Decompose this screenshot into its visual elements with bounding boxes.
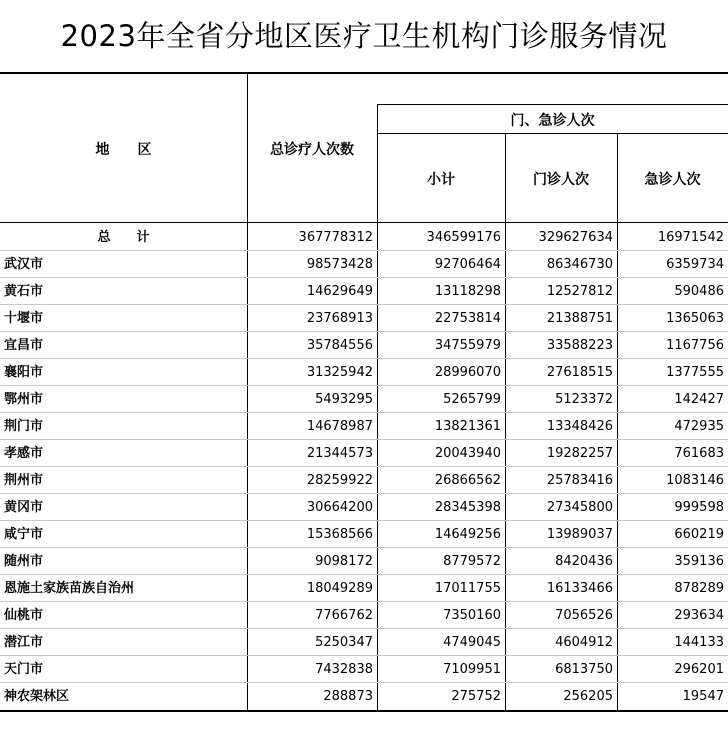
region-name-cell: 鄂州市 bbox=[4, 392, 44, 407]
total-visits-cell: 14629649 bbox=[306, 284, 373, 299]
region-name-cell: 黄冈市 bbox=[4, 500, 44, 515]
emergency-cell: 6359734 bbox=[666, 257, 724, 272]
subtotal-cell: 5265799 bbox=[443, 392, 501, 407]
region-name-cell: 咸宁市 bbox=[4, 527, 44, 542]
outpatient-cell: 13989037 bbox=[546, 527, 613, 542]
subtotal-cell: 28996070 bbox=[434, 365, 501, 380]
total-visits-cell: 367778312 bbox=[298, 230, 373, 245]
total-visits-cell: 14678987 bbox=[306, 419, 373, 434]
subtotal-cell: 34755979 bbox=[434, 338, 501, 353]
emergency-cell: 590486 bbox=[674, 284, 724, 299]
table-top-border bbox=[0, 72, 728, 74]
region-name-cell: 神农架林区 bbox=[4, 689, 70, 704]
emergency-cell: 660219 bbox=[674, 527, 724, 542]
outpatient-cell: 12527812 bbox=[546, 284, 613, 299]
total-visits-cell: 31325942 bbox=[306, 365, 373, 380]
region-name-cell: 武汉市 bbox=[4, 257, 44, 272]
subtotal-cell: 17011755 bbox=[434, 581, 501, 596]
outpatient-cell: 4604912 bbox=[555, 635, 613, 650]
table-bottom-border bbox=[0, 710, 728, 712]
emergency-cell: 1365063 bbox=[666, 311, 724, 326]
region-name-cell: 荆门市 bbox=[4, 419, 44, 434]
emergency-cell: 359136 bbox=[674, 554, 724, 569]
region-name-cell: 天门市 bbox=[4, 662, 44, 677]
header-total-visits: 总诊疗人次数 bbox=[270, 142, 354, 158]
subtotal-cell: 346599176 bbox=[426, 230, 501, 245]
emergency-cell: 19547 bbox=[682, 689, 724, 704]
emergency-cell: 1083146 bbox=[666, 473, 724, 488]
header-subtotal: 小计 bbox=[427, 172, 455, 188]
outpatient-cell: 256205 bbox=[563, 689, 613, 704]
subtotal-cell: 20043940 bbox=[434, 446, 501, 461]
emergency-cell: 761683 bbox=[674, 446, 724, 461]
subtotal-cell: 7350160 bbox=[443, 608, 501, 623]
subtotal-cell: 13821361 bbox=[434, 419, 501, 434]
region-name-cell: 宜昌市 bbox=[4, 338, 44, 353]
emergency-cell: 16971542 bbox=[657, 230, 724, 245]
group-divider bbox=[377, 133, 728, 134]
total-visits-cell: 98573428 bbox=[306, 257, 373, 272]
outpatient-cell: 33588223 bbox=[546, 338, 613, 353]
emergency-cell: 1167756 bbox=[666, 338, 724, 353]
emergency-cell: 142427 bbox=[674, 392, 724, 407]
total-visits-cell: 5250347 bbox=[315, 635, 373, 650]
total-visits-cell: 35784556 bbox=[306, 338, 373, 353]
total-visits-cell: 9098172 bbox=[315, 554, 373, 569]
region-name-cell: 黄石市 bbox=[4, 284, 44, 299]
outpatient-cell: 27618515 bbox=[546, 365, 613, 380]
region-name-cell: 随州市 bbox=[4, 554, 44, 569]
outpatient-cell: 16133466 bbox=[546, 581, 613, 596]
outpatient-cell: 8420436 bbox=[555, 554, 613, 569]
total-visits-cell: 23768913 bbox=[306, 311, 373, 326]
emergency-cell: 144133 bbox=[674, 635, 724, 650]
emergency-cell: 293634 bbox=[674, 608, 724, 623]
header-group: 门、急诊人次 bbox=[510, 113, 595, 129]
region-name-cell: 荆州市 bbox=[4, 473, 44, 488]
emergency-cell: 878289 bbox=[674, 581, 724, 596]
region-name-cell: 仙桃市 bbox=[4, 608, 44, 623]
outpatient-cell: 6813750 bbox=[555, 662, 613, 677]
subtotal-cell: 26866562 bbox=[434, 473, 501, 488]
region-name-cell: 恩施土家族苗族自治州 bbox=[4, 581, 135, 596]
region-name-cell: 总 计 bbox=[97, 230, 150, 245]
outpatient-cell: 19282257 bbox=[546, 446, 613, 461]
total-visits-cell: 30664200 bbox=[306, 500, 373, 515]
header-bottom-border bbox=[0, 222, 728, 223]
subtotal-cell: 28345398 bbox=[434, 500, 501, 515]
region-name-cell: 襄阳市 bbox=[4, 365, 44, 380]
header-emergency: 急诊人次 bbox=[644, 172, 701, 188]
outpatient-cell: 329627634 bbox=[538, 230, 613, 245]
emergency-cell: 296201 bbox=[674, 662, 724, 677]
total-visits-cell: 28259922 bbox=[306, 473, 373, 488]
outpatient-cell: 13348426 bbox=[546, 419, 613, 434]
group-top-border bbox=[377, 104, 728, 105]
subtotal-cell: 13118298 bbox=[434, 284, 501, 299]
total-visits-cell: 288873 bbox=[323, 689, 373, 704]
region-name-cell: 潜江市 bbox=[4, 635, 44, 650]
subtotal-cell: 14649256 bbox=[434, 527, 501, 542]
subtotal-cell: 275752 bbox=[451, 689, 501, 704]
header-outpatient: 门诊人次 bbox=[533, 172, 589, 188]
total-visits-cell: 18049289 bbox=[306, 581, 373, 596]
outpatient-cell: 25783416 bbox=[546, 473, 613, 488]
subtotal-cell: 22753814 bbox=[434, 311, 501, 326]
outpatient-cell: 21388751 bbox=[546, 311, 613, 326]
subtotal-cell: 4749045 bbox=[443, 635, 501, 650]
total-visits-cell: 5493295 bbox=[315, 392, 373, 407]
subtotal-cell: 8779572 bbox=[443, 554, 501, 569]
outpatient-cell: 86346730 bbox=[546, 257, 613, 272]
emergency-cell: 999598 bbox=[674, 500, 724, 515]
subtotal-cell: 92706464 bbox=[434, 257, 501, 272]
emergency-cell: 472935 bbox=[674, 419, 724, 434]
page-title: 2023年全省分地区医疗卫生机构门诊服务情况 bbox=[60, 19, 668, 53]
total-visits-cell: 15368566 bbox=[306, 527, 373, 542]
header-region: 地 区 bbox=[95, 142, 152, 158]
emergency-cell: 1377555 bbox=[666, 365, 724, 380]
region-name-cell: 孝感市 bbox=[4, 446, 44, 461]
outpatient-cell: 27345800 bbox=[546, 500, 613, 515]
total-visits-cell: 21344573 bbox=[306, 446, 373, 461]
outpatient-cell: 7056526 bbox=[555, 608, 613, 623]
subtotal-cell: 7109951 bbox=[443, 662, 501, 677]
outpatient-cell: 5123372 bbox=[555, 392, 613, 407]
total-visits-cell: 7766762 bbox=[315, 608, 373, 623]
total-visits-cell: 7432838 bbox=[315, 662, 373, 677]
region-name-cell: 十堰市 bbox=[4, 311, 44, 326]
